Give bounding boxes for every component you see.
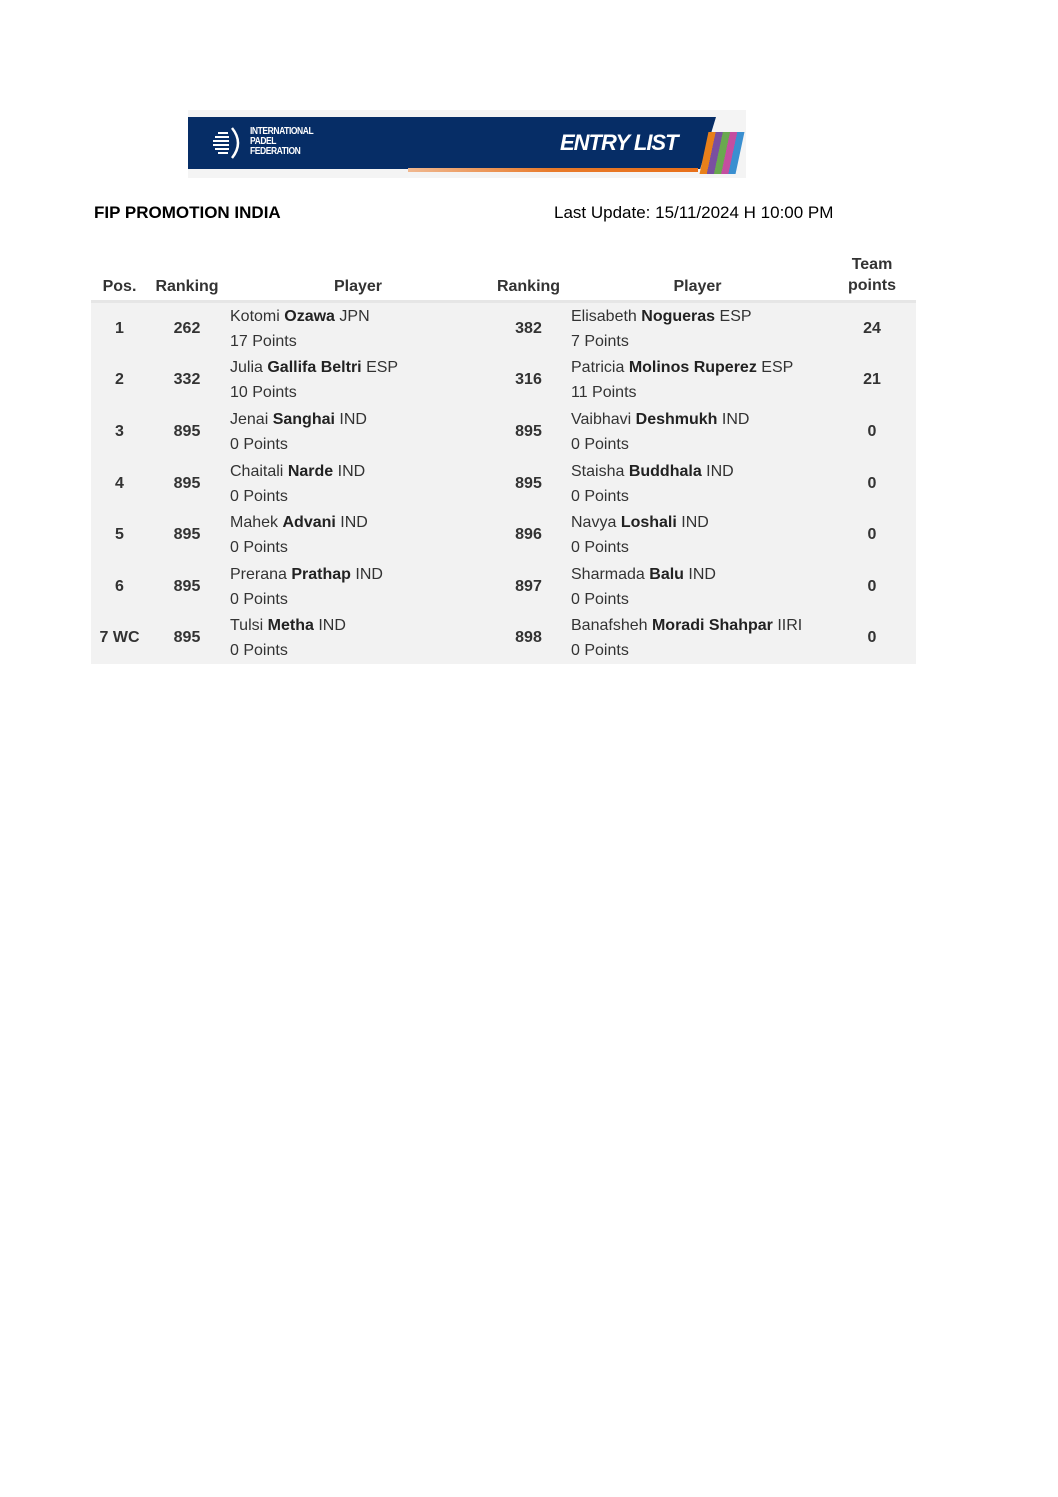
player-name: [230, 355, 490, 380]
player-ranking: 898: [490, 613, 567, 665]
entry-list-banner: [188, 110, 746, 178]
player-ranking: 332: [148, 355, 226, 407]
player-country: IND: [337, 462, 366, 480]
player-name: [571, 510, 828, 535]
player-first-name: Jenai: [230, 410, 269, 428]
player-country: ESP: [761, 359, 794, 377]
player-ranking: 897: [490, 561, 567, 613]
player-last-name: Sanghai: [272, 410, 335, 428]
player-name: [230, 613, 490, 638]
player-points: 7 Points: [571, 332, 629, 350]
player-points: 0 Points: [571, 435, 629, 453]
player-first-name: Julia: [230, 359, 263, 377]
player-country: IND: [706, 462, 734, 480]
tournament-title: FIP PROMOTION INDIA: [94, 203, 281, 222]
team-points: 0: [828, 406, 916, 458]
player-cell: [567, 613, 828, 665]
player-country: IIRI: [777, 617, 803, 635]
player-ranking: 382: [490, 303, 567, 355]
team-points: 21: [828, 355, 916, 407]
player-last-name: Loshali: [620, 514, 677, 532]
player-name: [230, 407, 490, 432]
player-cell: [567, 509, 828, 561]
player-last-name: Metha: [267, 617, 314, 635]
banner-orange-line: [408, 168, 698, 172]
player-first-name: Navya: [571, 514, 617, 532]
player-first-name: Banafsheh: [571, 617, 648, 635]
player-cell: [226, 406, 490, 458]
player-first-name: Chaitali: [230, 462, 284, 480]
fip-logo-text: [250, 127, 313, 157]
player-last-name: Ozawa: [284, 307, 335, 325]
player-points: 0 Points: [571, 590, 629, 608]
player-last-name: Molinos Ruperez: [628, 359, 757, 377]
player-country: IND: [339, 410, 367, 428]
player-last-name: Moradi Shahpar: [651, 617, 773, 635]
position: 1: [91, 303, 148, 355]
fip-logo-icon: [210, 124, 246, 162]
player-ranking: 895: [490, 458, 567, 510]
player-last-name: Advani: [282, 514, 336, 532]
player-country: IND: [318, 617, 346, 635]
player-cell: [567, 355, 828, 407]
table-row: [91, 613, 916, 665]
player-country: IND: [721, 410, 750, 428]
logo-line: PADEL: [250, 136, 277, 147]
player-ranking: 316: [490, 355, 567, 407]
player-name: [230, 510, 490, 535]
player-country: JPN: [339, 307, 370, 325]
player-points: 0 Points: [230, 487, 288, 505]
player-points: 10 Points: [230, 384, 297, 402]
team-points: 0: [828, 458, 916, 510]
team-points: 0: [828, 509, 916, 561]
position: 5: [91, 509, 148, 561]
player-points: 0 Points: [230, 435, 288, 453]
header-pos: Pos.: [91, 252, 148, 303]
header-ranking: Ranking: [490, 252, 567, 303]
player-name: [571, 459, 828, 484]
player-ranking: 895: [148, 561, 226, 613]
player-ranking: 895: [490, 406, 567, 458]
player-first-name: Mahek: [230, 514, 279, 532]
header-team-line: Team: [851, 256, 893, 273]
player-cell: [567, 458, 828, 510]
player-last-name: Balu: [649, 565, 684, 583]
player-ranking: 895: [148, 613, 226, 665]
player-name: [571, 562, 828, 587]
player-first-name: Elisabeth: [571, 307, 637, 325]
team-points: 24: [828, 303, 916, 355]
player-points: 0 Points: [230, 590, 288, 608]
player-country: ESP: [719, 307, 752, 325]
player-first-name: Patricia: [571, 359, 625, 377]
player-cell: [226, 303, 490, 355]
player-country: IND: [688, 565, 716, 583]
player-first-name: Prerana: [230, 565, 287, 583]
position: 7 WC: [91, 613, 148, 665]
table-row: [91, 458, 916, 510]
table-row: [91, 509, 916, 561]
player-first-name: Sharmada: [571, 565, 645, 583]
player-points: 17 Points: [230, 332, 297, 350]
player-last-name: Prathap: [291, 565, 351, 583]
player-points: 0 Points: [571, 487, 629, 505]
table-row: [91, 355, 916, 407]
table-row: [91, 561, 916, 613]
table-row: [91, 406, 916, 458]
player-name: [230, 562, 490, 587]
player-cell: [226, 355, 490, 407]
player-cell: [226, 509, 490, 561]
player-country: IND: [681, 514, 709, 532]
player-points: 0 Points: [230, 642, 288, 660]
header-team-points: [828, 252, 916, 303]
player-cell: [567, 303, 828, 355]
entry-list-label: ENTRY LIST: [560, 130, 678, 155]
player-first-name: Kotomi: [230, 307, 280, 325]
player-cell: [226, 561, 490, 613]
player-cell: [226, 458, 490, 510]
player-last-name: Narde: [287, 462, 334, 480]
player-name: [230, 304, 490, 329]
position: 3: [91, 406, 148, 458]
header-player: Player: [567, 252, 828, 303]
table-header-row: [91, 252, 916, 303]
player-last-name: Deshmukh: [635, 410, 718, 428]
player-points: 11 Points: [571, 384, 637, 402]
player-cell: [226, 613, 490, 665]
logo-line: INTERNATIONAL: [250, 126, 314, 137]
position: 2: [91, 355, 148, 407]
position: 4: [91, 458, 148, 510]
player-last-name: Nogueras: [641, 307, 716, 325]
team-points: 0: [828, 613, 916, 665]
player-ranking: 896: [490, 509, 567, 561]
player-last-name: Gallifa Beltri: [267, 359, 362, 377]
player-ranking: 262: [148, 303, 226, 355]
player-points: 0 Points: [571, 539, 629, 557]
player-first-name: Staisha: [571, 462, 625, 480]
entry-list-table: [91, 252, 916, 664]
player-cell: [567, 406, 828, 458]
player-name: [571, 407, 828, 432]
player-first-name: Tulsi: [230, 617, 264, 635]
player-last-name: Buddhala: [628, 462, 702, 480]
player-name: [571, 304, 828, 329]
logo-line: FEDERATION: [250, 146, 301, 157]
player-name: [230, 459, 490, 484]
player-name: [571, 355, 828, 380]
player-name: [571, 613, 828, 638]
player-ranking: 895: [148, 406, 226, 458]
table-row: [91, 303, 916, 355]
player-ranking: 895: [148, 509, 226, 561]
player-country: ESP: [366, 359, 399, 377]
header-team-line: points: [848, 277, 896, 294]
player-ranking: 895: [148, 458, 226, 510]
player-points: 0 Points: [571, 642, 629, 660]
position: 6: [91, 561, 148, 613]
header-ranking: Ranking: [148, 252, 226, 303]
player-country: IND: [340, 514, 368, 532]
player-first-name: Vaibhavi: [571, 410, 632, 428]
banner-color-stripes: [700, 132, 745, 174]
player-cell: [567, 561, 828, 613]
header-player: Player: [226, 252, 490, 303]
team-points: 0: [828, 561, 916, 613]
last-update: Last Update: 15/11/2024 H 10:00 PM: [554, 203, 834, 222]
player-points: 0 Points: [230, 539, 288, 557]
player-country: IND: [355, 565, 383, 583]
